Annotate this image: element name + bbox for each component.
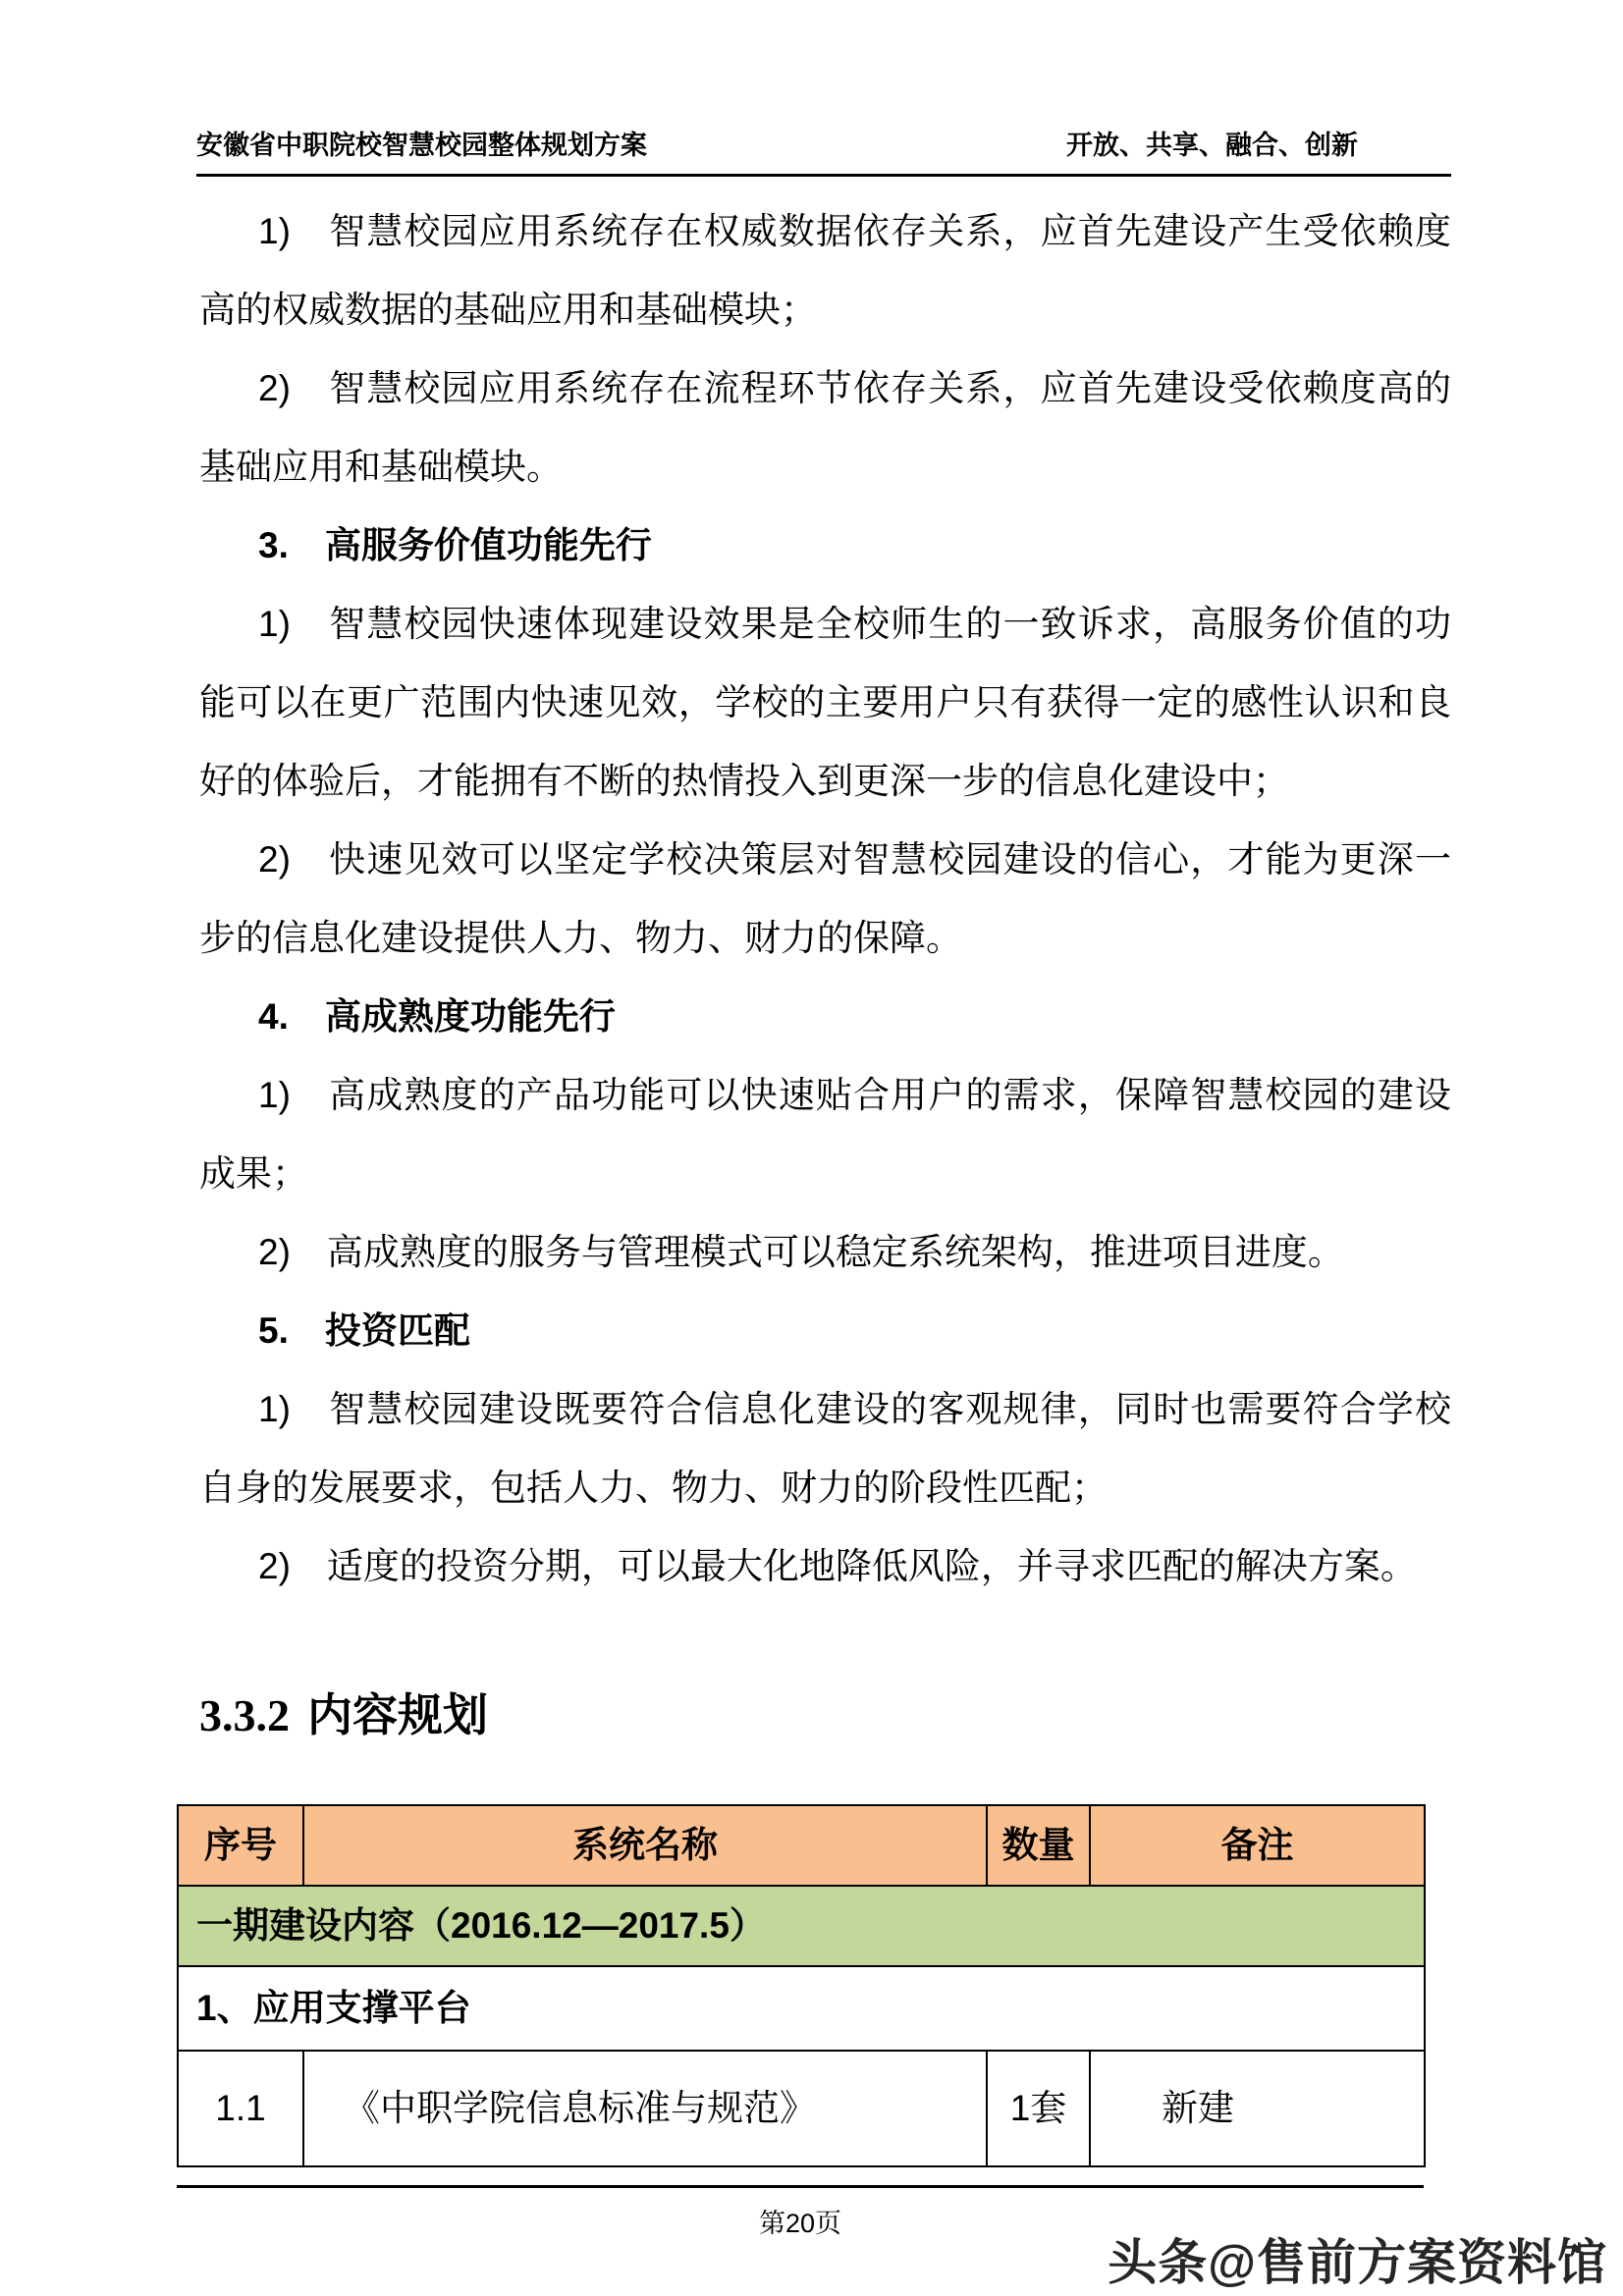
- paragraph-5-2: 2) 适度的投资分期，可以最大化地降低风险，并寻求匹配的解决方案。: [258, 1546, 1417, 1586]
- paragraph-1-2: 2) 智慧校园应用系统存在流程环节依存关系，应首先建设受依赖度高的基础应用和基础模块。: [199, 368, 1451, 487]
- page-number: 第20页: [758, 2209, 842, 2238]
- paragraph-3-2: 2) 快速见效可以坚定学校决策层对智慧校园建设的信心，才能为更深一步的信息化建设提供人力、物力、财力的保障。: [199, 839, 1451, 958]
- phase-row-label: 一期建设内容（2016.12—2017.5）: [178, 1886, 1425, 1966]
- sub-heading-5: 5. 投资匹配: [258, 1310, 470, 1351]
- header-slogan: 开放、共享、融合、创新: [1066, 131, 1358, 160]
- watermark: 头条@售前方案资料馆: [1108, 2235, 1607, 2290]
- section-number: 3.3.2: [199, 1690, 290, 1740]
- header-doc-title: 安徽省中职院校智慧校园整体规划方案: [196, 131, 647, 160]
- col-header-name: 系统名称: [303, 1805, 987, 1886]
- cell-no: 1.1: [178, 2051, 303, 2166]
- document-body: [196, 192, 1451, 2167]
- table-header-row: [178, 1805, 1425, 1886]
- table-row: [178, 2051, 1425, 2166]
- paragraph-4-2: 2) 高成熟度的服务与管理模式可以稳定系统架构，推进项目进度。: [258, 1232, 1344, 1272]
- content-plan-table: [177, 1804, 1426, 2167]
- cell-note: 新建: [1090, 2051, 1425, 2166]
- cell-name: 《中职学院信息标准与规范》: [303, 2051, 987, 2166]
- sub-heading-3: 3. 高服务价值功能先行: [258, 525, 652, 565]
- table-phase-row: [178, 1886, 1425, 1966]
- sub-heading-4: 4. 高成熟度功能先行: [258, 996, 616, 1037]
- paragraph-5-1: 1) 智慧校园建设既要符合信息化建设的客观规律，同时也需要符合学校自身的发展要求，包括人力、物力、财力的阶段性匹配；: [199, 1389, 1451, 1508]
- paragraph-3-1: 1) 智慧校园快速体现建设效果是全校师生的一致诉求，高服务价值的功能可以在更广范围内快速见效，学校的主要用户只有获得一定的感性认识和良好的体验后，才能拥有不断的热情投入到更深一步的信息化建设中；: [199, 604, 1451, 801]
- group-row-label: 1、应用支撑平台: [178, 1966, 1425, 2051]
- col-header-qty: 数量: [987, 1805, 1090, 1886]
- paragraph-1-1: 1) 智慧校园应用系统存在权威数据依存关系，应首先建设产生受依赖度高的权威数据的基础应用和基础模块；: [199, 211, 1451, 330]
- paragraph-4-1: 1) 高成熟度的产品功能可以快速贴合用户的需求，保障智慧校园的建设成果；: [199, 1075, 1451, 1194]
- col-header-note: 备注: [1090, 1805, 1425, 1886]
- table-group-row: [178, 1966, 1425, 2051]
- col-header-no: 序号: [178, 1805, 303, 1886]
- page-header: [196, 124, 1451, 177]
- cell-qty: 1套: [987, 2051, 1090, 2166]
- section-title: 内容规划: [307, 1690, 488, 1740]
- section-heading: [199, 1671, 1451, 1761]
